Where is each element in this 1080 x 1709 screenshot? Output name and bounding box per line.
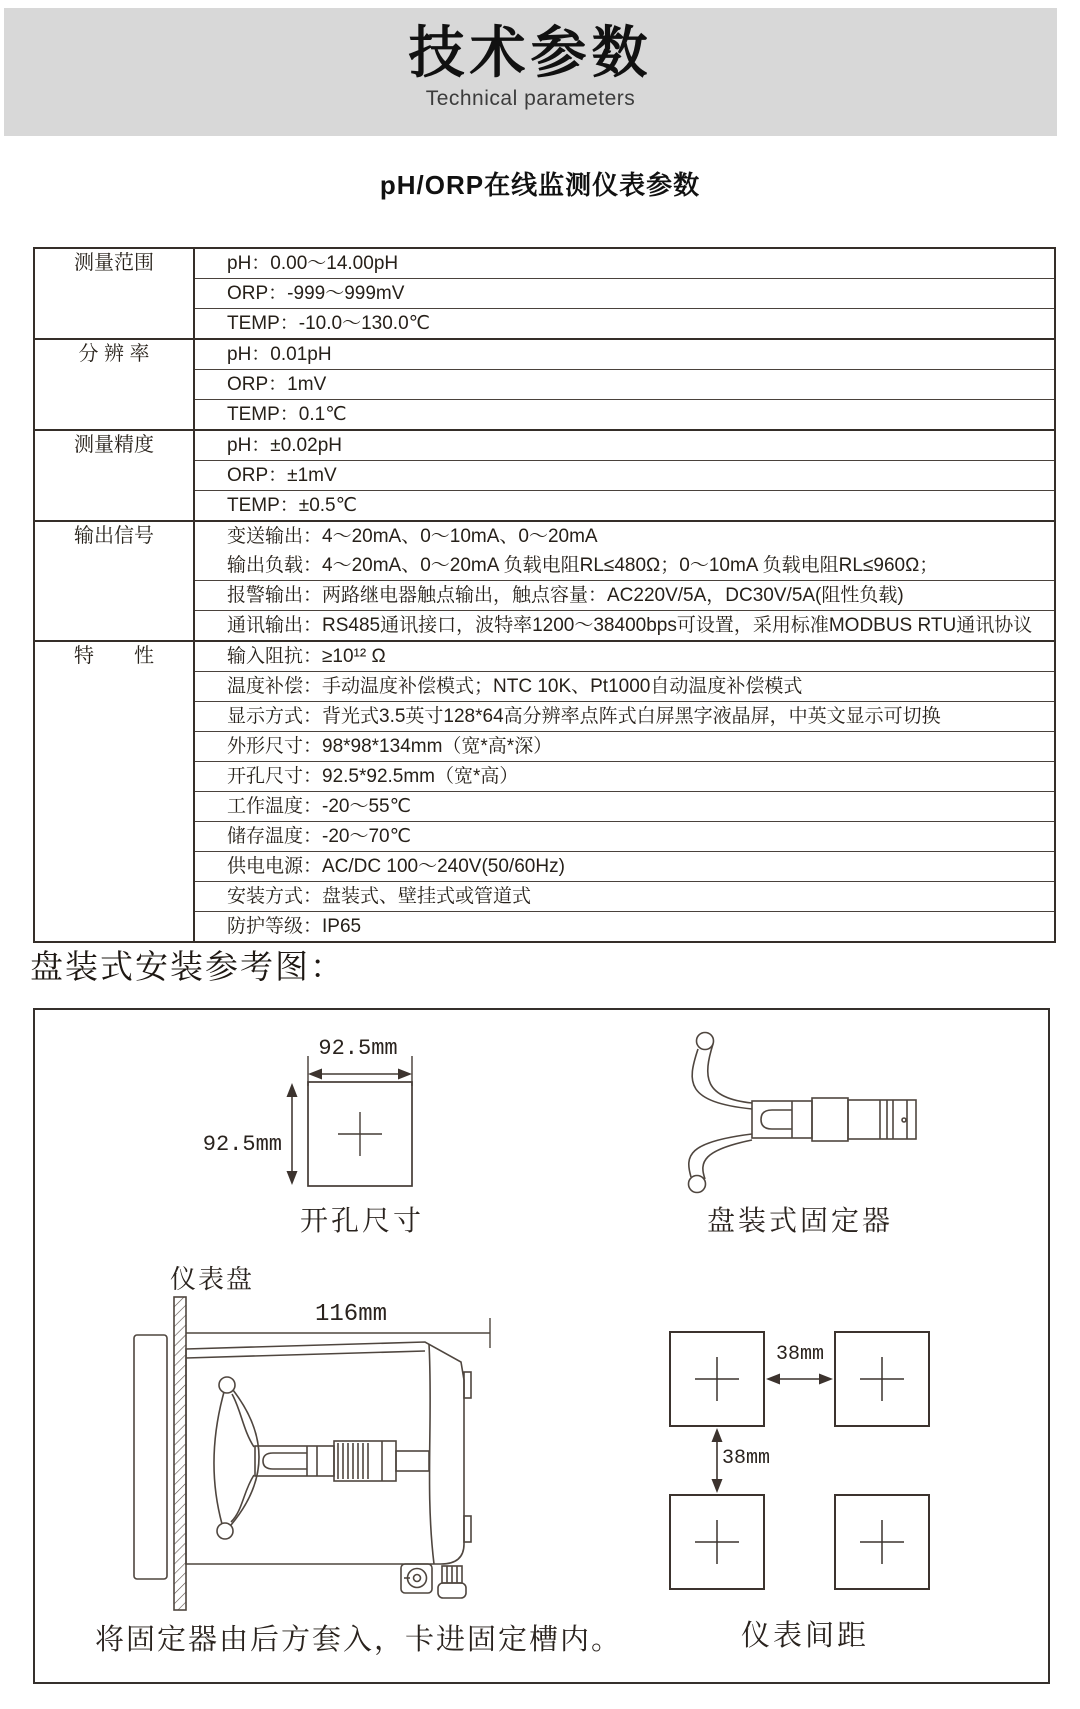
header-banner bbox=[4, 8, 1057, 136]
spec-row bbox=[34, 339, 1055, 370]
spec-table bbox=[33, 247, 1056, 943]
spec-value: 工作温度：-20～55℃ bbox=[194, 792, 1055, 822]
cutout-width-label: 92.5mm bbox=[318, 1036, 398, 1061]
spec-value: 报警输出：两路继电器触点输出，触点容量：AC220V/5A，DC30V/5A(阻性负载) bbox=[194, 581, 1055, 611]
spec-row bbox=[34, 641, 1055, 672]
spec-value: 外形尺寸：98*98*134mm（宽*高*深） bbox=[194, 732, 1055, 762]
spacing-caption: 仪表间距 bbox=[740, 1620, 869, 1652]
cutout-caption: 开孔尺寸 bbox=[299, 1205, 424, 1236]
spec-value: 供电电源：AC/DC 100～240V(50/60Hz) bbox=[194, 852, 1055, 882]
cutout-height-label: 92.5mm bbox=[202, 1132, 282, 1157]
table-title: pH/ORP在线监测仪表参数 bbox=[379, 170, 701, 200]
spec-row bbox=[34, 248, 1055, 279]
cutout-square-diagram bbox=[287, 1056, 413, 1186]
spec-value: 变送输出：4～20mA、0～10mA、0～20mA bbox=[194, 521, 1055, 551]
spec-value: ORP：±1mV bbox=[194, 461, 1055, 491]
spec-value: 安装方式：盘装式、壁挂式或管道式 bbox=[194, 882, 1055, 912]
spec-value: TEMP：-10.0～130.0℃ bbox=[194, 309, 1055, 340]
spec-value: ORP：1mV bbox=[194, 370, 1055, 400]
diagram-heading: 盘装式安装参考图： bbox=[30, 948, 345, 985]
spec-value: 显示方式：背光式3.5英寸128*64高分辨率点阵式白屏黑字液晶屏，中英文显示可切换 bbox=[194, 702, 1055, 732]
spec-value: 储存温度：-20～70℃ bbox=[194, 822, 1055, 852]
depth-label: 116mm bbox=[314, 1301, 387, 1328]
spacing-h-label: 38mm bbox=[775, 1343, 824, 1366]
installation-diagram bbox=[35, 1010, 1048, 1682]
spec-value: pH：0.00～14.00pH bbox=[194, 248, 1055, 279]
spec-value: pH：0.01pH bbox=[194, 339, 1055, 370]
diagram-box bbox=[33, 1008, 1050, 1684]
fixer-caption: 盘装式固定器 bbox=[706, 1205, 893, 1236]
spec-value: 输出负载：4～20mA、0～20mA 负载电阻RL≤480Ω；0～10mA 负载电阻RL≤960Ω； bbox=[227, 555, 939, 576]
spec-value: 防护等级：IP65 bbox=[194, 912, 1055, 943]
spec-group-label: 测量范围 bbox=[34, 248, 194, 339]
spec-value: TEMP：±0.5℃ bbox=[194, 491, 1055, 522]
panel-label: 仪表盘 bbox=[170, 1264, 255, 1294]
spacing-v-label: 38mm bbox=[722, 1447, 771, 1470]
spec-group-label: 输出信号 bbox=[34, 521, 194, 641]
page-subtitle: Technical parameters bbox=[425, 87, 636, 110]
spec-value: pH：±0.02pH bbox=[194, 430, 1055, 461]
spacing-squares-diagram bbox=[670, 1332, 929, 1589]
side-view-drawing bbox=[134, 1297, 490, 1610]
panel-fixer-drawing bbox=[689, 1033, 917, 1193]
spec-value: ORP：-999～999mV bbox=[194, 279, 1055, 309]
install-caption: 将固定器由后方套入，卡进固定槽内。 bbox=[95, 1624, 623, 1656]
spec-value: 开孔尺寸：92.5*92.5mm（宽*高） bbox=[194, 762, 1055, 792]
spec-table-body bbox=[34, 248, 1055, 942]
spec-value: TEMP：0.1℃ bbox=[194, 400, 1055, 431]
spec-row bbox=[34, 521, 1055, 551]
spec-value: 输入阻抗：≥10¹² Ω bbox=[194, 641, 1055, 672]
spec-group-label: 特 性 bbox=[34, 641, 194, 942]
page-title: 技术参数 bbox=[408, 21, 653, 84]
spec-group-label: 分 辨 率 bbox=[34, 339, 194, 430]
spec-group-label: 测量精度 bbox=[34, 430, 194, 521]
spec-row bbox=[34, 430, 1055, 461]
spec-value: 通讯输出：RS485通讯接口，波特率1200～38400bps可设置，采用标准MODBUS RTU通讯协议 bbox=[194, 611, 1055, 642]
spec-value: 温度补偿：手动温度补偿模式；NTC 10K、Pt1000自动温度补偿模式 bbox=[194, 672, 1055, 702]
